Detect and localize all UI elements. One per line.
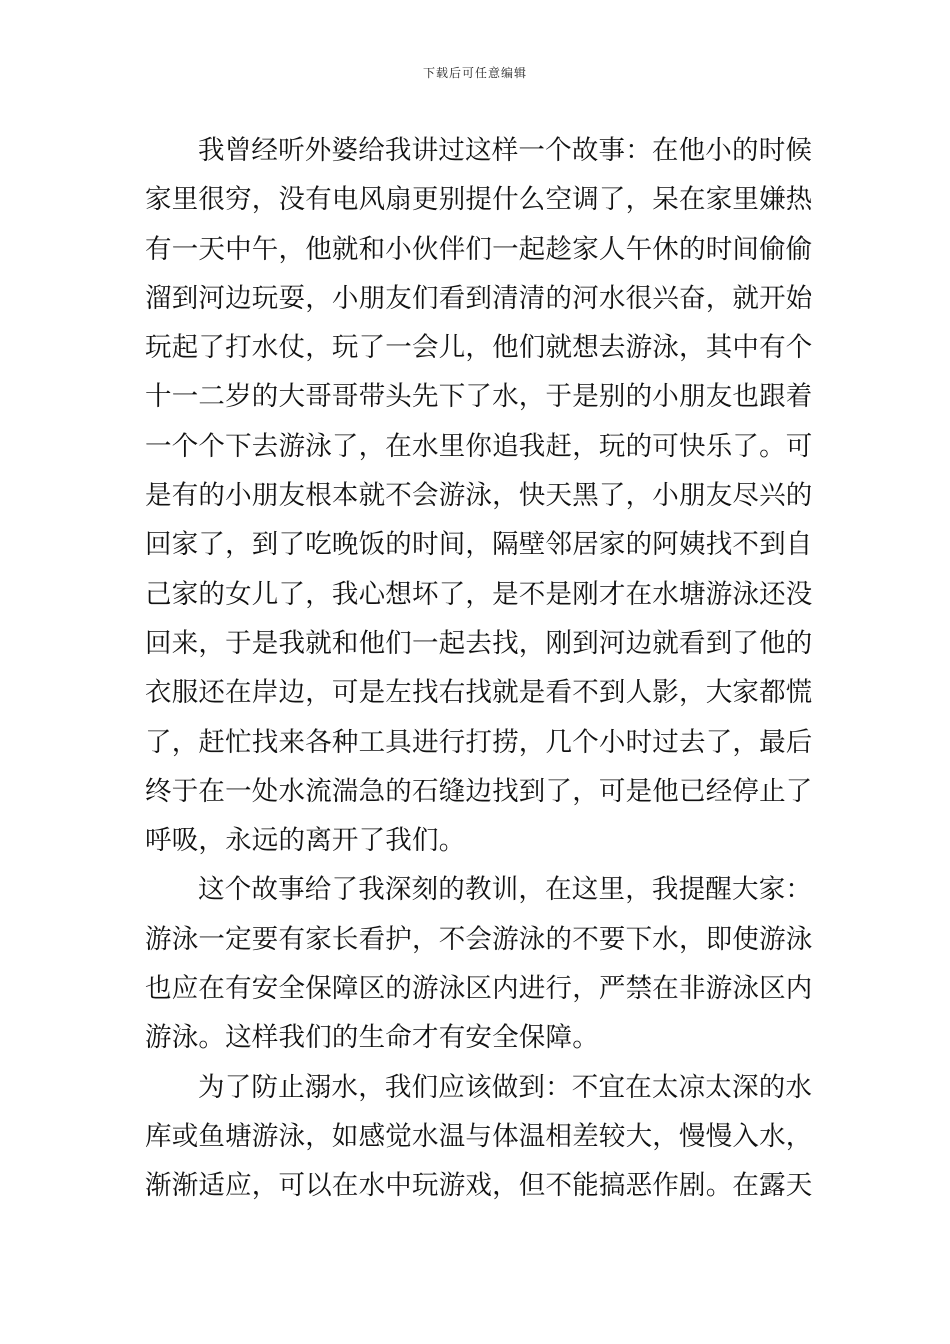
text-line: 一个个下去游泳了，在水里你追我赶，玩的可快乐了。可 [145, 430, 813, 462]
text-line: 家里很穷，没有电风扇更别提什么空调了，呆在家里嫌热 [145, 184, 813, 216]
text-line: 为了防止溺水，我们应该做到：不宜在太凉太深的水 [198, 1071, 813, 1103]
text-line: 呼吸，永远的离开了我们。 [145, 825, 466, 857]
body-text [145, 126, 813, 1211]
text-line: 游泳一定要有家长看护，不会游泳的不要下水，即使游泳 [145, 923, 813, 955]
text-line: 玩起了打水仗，玩了一会儿，他们就想去游泳，其中有个 [145, 332, 813, 364]
text-line: 库或鱼塘游泳，如感觉水温与体温相差较大，慢慢入水， [145, 1120, 813, 1152]
text-line: 溜到河边玩耍，小朋友们看到清清的河水很兴奋，就开始 [145, 282, 813, 314]
text-line: 终于在一处水流湍急的石缝边找到了，可是他已经停止了 [145, 775, 813, 807]
text-line: 也应在有安全保障区的游泳区内进行，严禁在非游泳区内 [145, 973, 813, 1005]
text-line: 有一天中午，他就和小伙伴们一起趁家人午休的时间偷偷 [145, 233, 813, 265]
text-line: 是有的小朋友根本就不会游泳，快天黑了，小朋友尽兴的 [145, 480, 813, 512]
text-line: 我曾经听外婆给我讲过这样一个故事：在他小的时候 [198, 135, 813, 166]
text-line: 了，赶忙找来各种工具进行打捞，几个小时过去了，最后 [145, 726, 813, 758]
text-line: 衣服还在岸边，可是左找右找就是看不到人影，大家都慌 [145, 677, 813, 709]
page-header: 下载后可任意编辑 [422, 66, 527, 80]
text-line: 回来，于是我就和他们一起去找，刚到河边就看到了他的 [145, 627, 813, 659]
text-line: 己家的女儿了，我心想坏了，是不是刚才在水塘游泳还没 [145, 578, 813, 610]
text-line: 游泳。这样我们的生命才有安全保障。 [145, 1022, 599, 1054]
text-line: 渐渐适应，可以在水中玩游戏，但不能搞恶作剧。在露天 [145, 1170, 813, 1202]
text-line: 这个故事给了我深刻的教训，在这里，我提醒大家： [198, 874, 813, 906]
text-line: 回家了，到了吃晚饭的时间，隔壁邻居家的阿姨找不到自 [145, 529, 813, 561]
text-line: 十一二岁的大哥哥带头先下了水，于是别的小朋友也跟着 [145, 381, 813, 413]
